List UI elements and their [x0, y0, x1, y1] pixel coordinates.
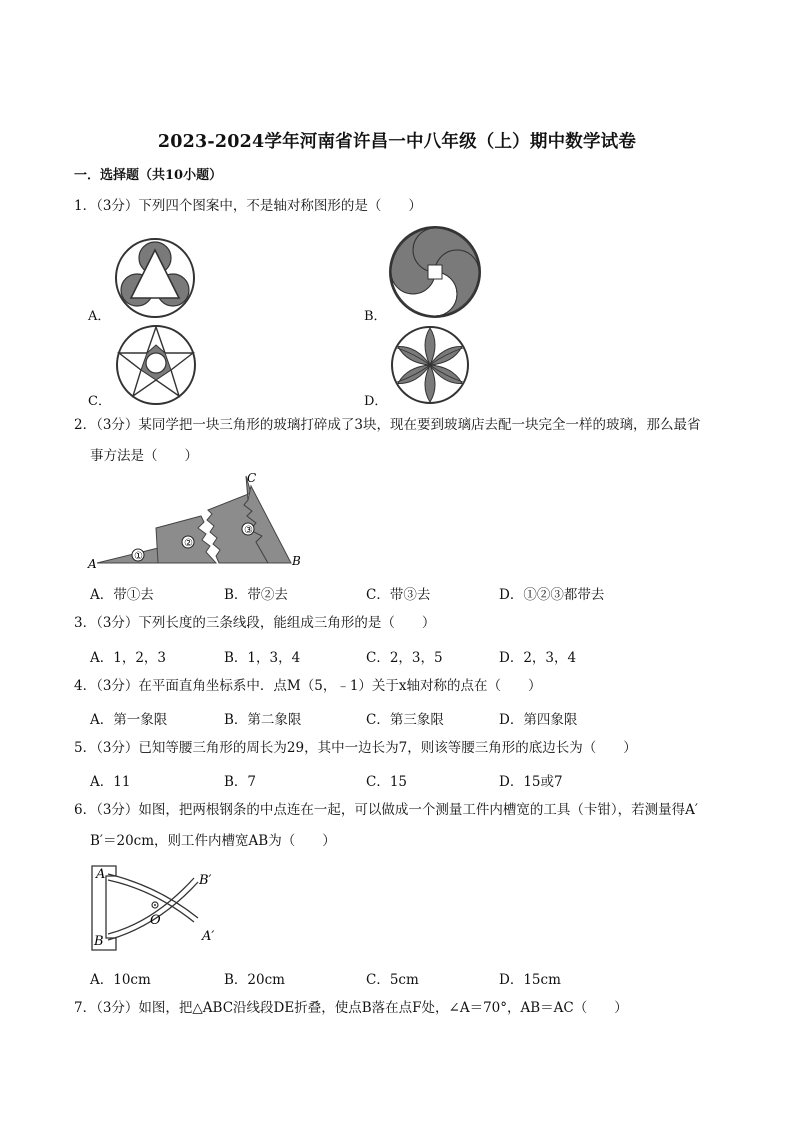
q1-label-c: C． — [88, 394, 111, 409]
section-heading: 一．选择题（共10小题） — [74, 168, 223, 183]
q3-option-a: A．1，2，3 — [90, 650, 167, 666]
q2-point-a: A — [88, 557, 97, 571]
q2-point-c: C — [247, 471, 257, 485]
q6-point-a: A — [96, 867, 106, 882]
q5-option-c: C．15 — [366, 774, 408, 790]
q5-option-d: D．15或7 — [499, 774, 563, 790]
q4-option-c: C．第三象限 — [366, 712, 444, 728]
q6-caliper-figure — [88, 862, 230, 954]
q1-figure-c — [114, 323, 198, 407]
q6-point-a-prime: A′ — [202, 929, 215, 944]
question-2-text-line1: 2．（3分）某同学把一块三角形的玻璃打碎成了3块，现在要到玻璃店去配一块完全一样的玻璃，那么最省 — [74, 417, 701, 433]
q2-glass-figure — [86, 468, 312, 572]
q1-label-b: B． — [364, 309, 387, 324]
q2-piece-1-label: ① — [134, 551, 143, 562]
q1-label-d: D． — [364, 394, 388, 409]
q6-point-b: B — [94, 934, 104, 949]
question-2-text-line2: 事方法是（ ） — [90, 448, 198, 464]
page-title: 2023-2024学年河南省许昌一中八年级（上）期中数学试卷 — [157, 132, 637, 152]
q2-piece-3-label: ③ — [244, 525, 253, 536]
q1-figure-b — [388, 225, 482, 319]
q4-option-a: A．第一象限 — [90, 712, 168, 728]
question-6-text-line2: B′＝20cm，则工件内槽宽AB为（ ） — [90, 833, 336, 849]
question-6-text-line1: 6．（3分）如图，把两根钢条的中点连在一起，可以做成一个测量工件内槽宽的工具（卡钳），若测量得A′ — [74, 802, 698, 818]
q3-option-b: B．1，3，4 — [224, 650, 301, 666]
q6-point-o: O — [150, 913, 161, 928]
q2-point-b: B — [292, 554, 301, 568]
question-7-text: 7．（3分）如图，把△ABC沿线段DE折叠，使点B落在点F处，∠A＝70°，AB＝AC（ ） — [74, 1000, 628, 1016]
q6-option-a: A．10cm — [90, 972, 151, 988]
q6-point-b-prime: B′ — [199, 873, 212, 888]
q3-option-d: D．2，3，4 — [499, 650, 577, 666]
q4-option-b: B．第二象限 — [224, 712, 302, 728]
question-3-text: 3．（3分）下列长度的三条线段，能组成三角形的是（ ） — [74, 615, 436, 631]
question-1-text: 1．（3分）下列四个图案中，不是轴对称图形的是（ ） — [74, 198, 422, 214]
q2-option-d: D．①②③都带去 — [499, 587, 605, 603]
q3-option-c: C．2，3，5 — [366, 650, 443, 666]
question-5-text: 5．（3分）已知等腰三角形的周长为29，其中一边长为7，则该等腰三角形的底边长为（ ） — [74, 740, 637, 756]
q1-figure-d — [389, 324, 471, 406]
q6-option-d: D．15cm — [499, 972, 561, 988]
q1-label-a: A． — [88, 309, 111, 324]
q2-option-a: A．带①去 — [90, 587, 154, 603]
q2-option-c: C．带③去 — [366, 587, 431, 603]
q5-option-b: B．7 — [224, 774, 257, 790]
question-4-text: 4．（3分）在平面直角坐标系中．点M（5，﹣1）关于x轴对称的点在（ ） — [74, 678, 542, 694]
q5-option-a: A．11 — [90, 774, 131, 790]
q4-option-d: D．第四象限 — [499, 712, 578, 728]
q2-piece-2-label: ② — [184, 538, 193, 549]
q6-option-b: B．20cm — [224, 972, 285, 988]
q6-option-c: C．5cm — [366, 972, 419, 988]
q2-option-b: B．带②去 — [224, 587, 288, 603]
q1-figure-a — [113, 235, 199, 321]
